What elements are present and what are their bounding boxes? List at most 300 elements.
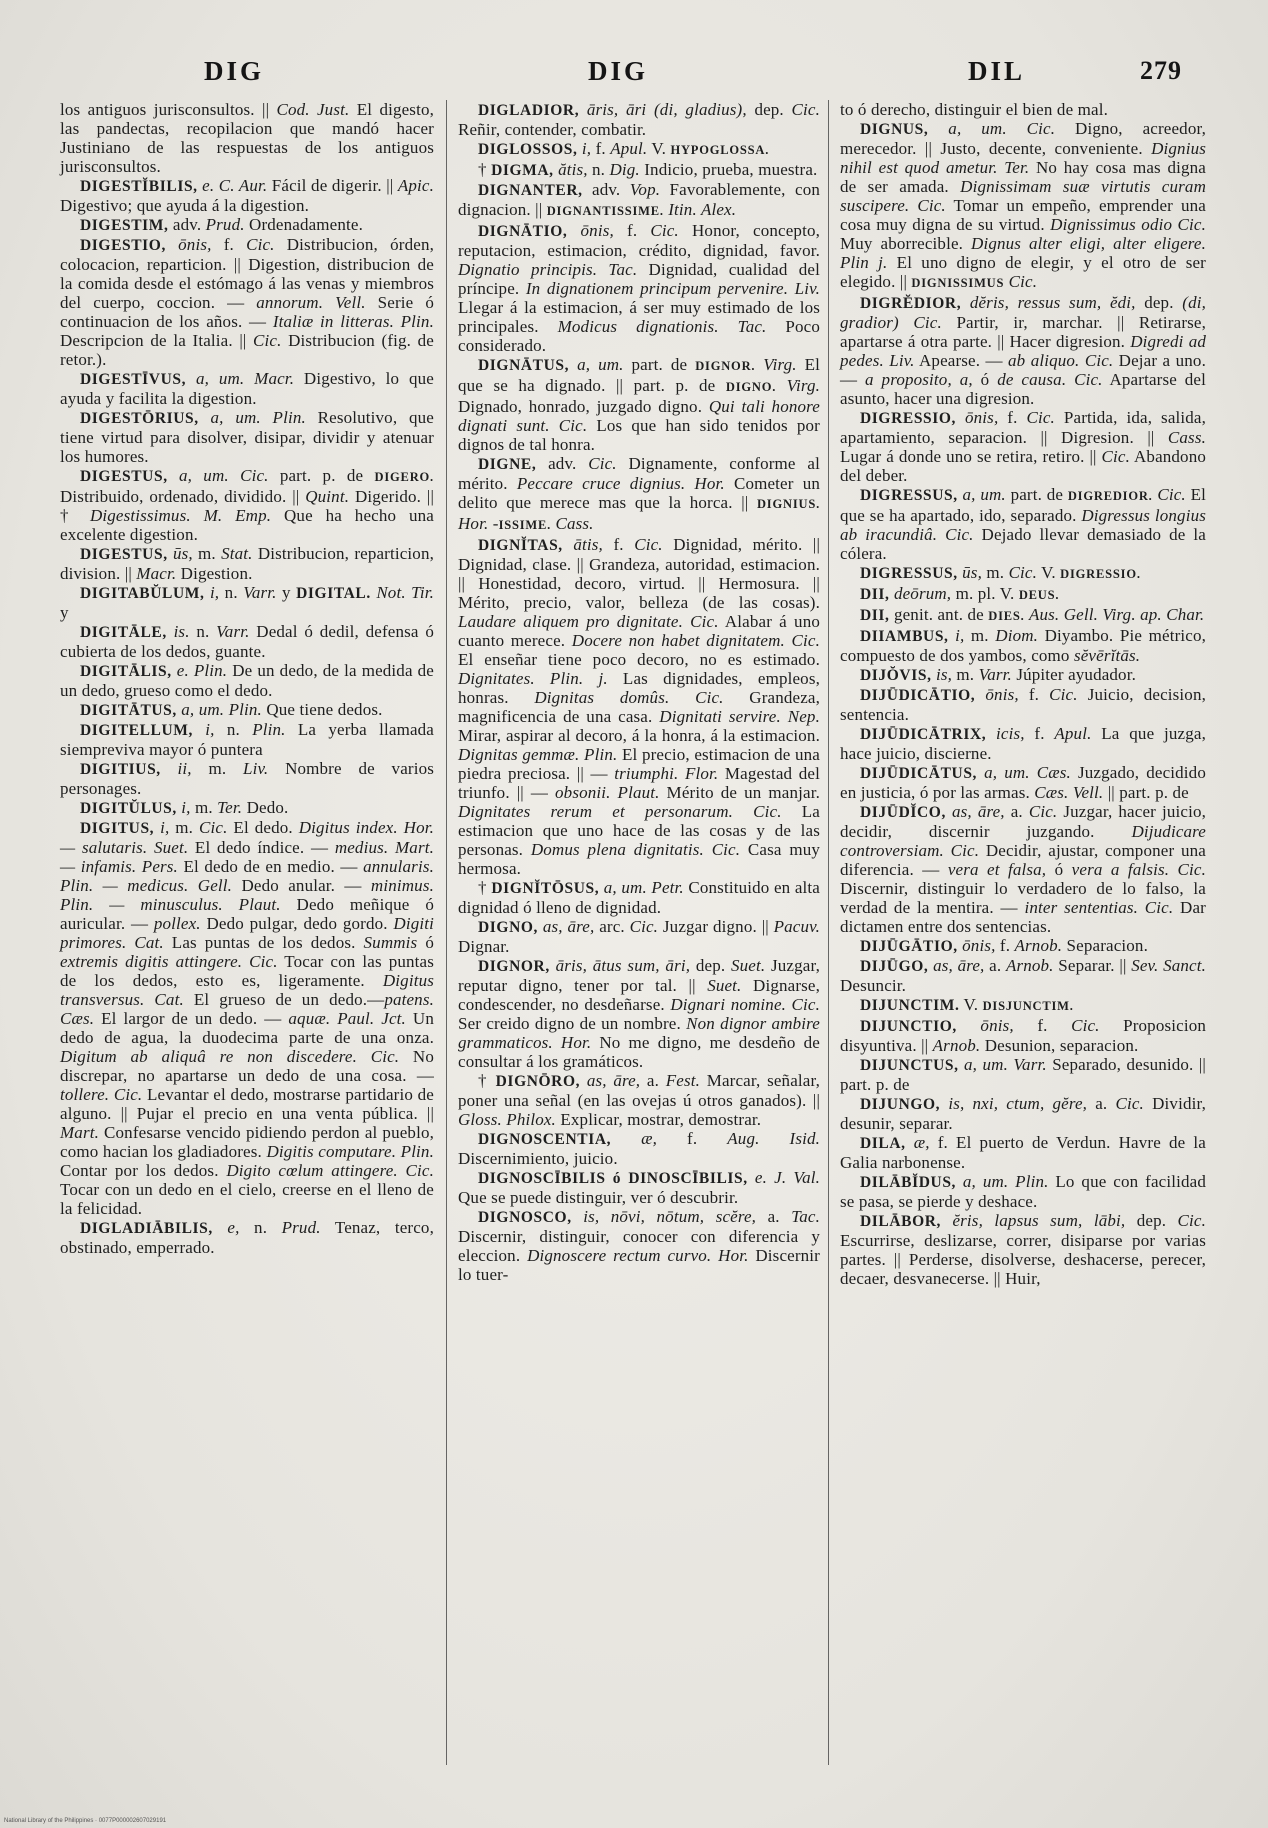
italic-text: Prud. <box>205 215 245 234</box>
italic-text: Virg. <box>763 355 797 374</box>
text-run: Juzgar, reputar digno, tener por tal. || <box>458 956 820 995</box>
italic-text: ōnis, <box>178 235 212 254</box>
dictionary-entry <box>60 466 434 544</box>
scan-credit: National Library of the Philippines · 0077P000002607029191 <box>4 1818 167 1824</box>
italic-text: Fest. <box>665 1071 700 1090</box>
dictionary-entry <box>840 665 1206 685</box>
text-run: adv. <box>168 215 206 234</box>
italic-text: i, <box>205 720 215 739</box>
text-run: a. <box>984 956 1006 975</box>
text-run: Proposicion disyuntiva. || <box>840 1016 1206 1055</box>
text-run: f. <box>1018 685 1050 704</box>
dictionary-entry <box>840 936 1206 956</box>
headword: DIGRESSIO, <box>860 410 957 427</box>
italic-text: de causa. Cic. <box>997 370 1103 389</box>
entry-continuation <box>60 100 434 176</box>
dictionary-entry <box>840 119 1206 293</box>
text-run: Tocar con un dedo en el cielo, creerse en el lleno de la felicidad. <box>60 1180 434 1218</box>
italic-text: Digredi ad pedes. Liv. <box>840 332 1206 370</box>
text-run: Abandono del deber. <box>840 447 1207 485</box>
italic-text: Dignius nihil est quod ametur. Ter. <box>840 139 1206 177</box>
text-run: Dedo. <box>242 798 289 817</box>
italic-text: Summis <box>363 933 418 952</box>
dictionary-entry <box>840 1055 1206 1094</box>
cross-reference: DIGNO. <box>725 380 777 394</box>
headword: DIGESTUS, <box>80 546 168 563</box>
headword: DIJŪDICĀTIO, <box>860 687 976 704</box>
italic-text: Prud. <box>281 1218 321 1237</box>
text-run <box>928 119 948 138</box>
headword: DIGITUS, <box>80 820 155 837</box>
cross-reference: DIGRESSIO. <box>1060 567 1141 581</box>
dictionary-entry <box>458 100 820 139</box>
headword: DIGNOSCO, <box>478 1209 572 1226</box>
italic-text: tollere. Cic. <box>60 1085 143 1104</box>
italic-text: a proposito, a, <box>865 370 973 389</box>
italic-text: ii, <box>177 759 192 778</box>
italic-text: Cic. <box>1157 485 1186 504</box>
text-run <box>166 235 178 254</box>
text-run: Honor, concepto, reputacion, estimacion, crédito, dignidad, favor. <box>458 221 820 260</box>
text-run <box>956 408 965 427</box>
italic-text: Apic. <box>397 176 434 195</box>
italic-text: a, um. <box>577 355 624 374</box>
text-run: Distribucion, reparticion, division. || <box>60 544 435 583</box>
headword: DIJŎVIS, <box>860 667 932 684</box>
italic-text: i, <box>581 139 592 158</box>
headword: DIJUNCTIO, <box>860 1018 957 1035</box>
italic-text: is. <box>173 622 190 641</box>
text-run: n. <box>214 720 253 739</box>
italic-text: Digressus longius ab iracundiâ. Cic. <box>840 506 1206 544</box>
dictionary-entry <box>840 408 1206 485</box>
text-run: Juzgar digno. || <box>658 917 774 936</box>
italic-text: a, um. Plin. <box>962 1172 1049 1191</box>
text-run: Resolutivo, que tiene virtud para disolver, disipar, dividir y atenuar los humores. <box>60 408 434 466</box>
text-run: Constituido en alta dignidad ó lleno de dignidad. <box>458 878 820 917</box>
italic-text: Dignus alter eligi, alter eligere. Plin j. <box>840 234 1206 272</box>
text-run: Dignidad, mérito. || Dignidad, clase. || Grandeza, autoridad, estimacion. || Honestidad, decoro, virtud. || Hermosura. || Mérito, precio, valor, belleza (de las cosas). <box>458 535 820 612</box>
dictionary-entry <box>60 798 434 818</box>
headword: DIIAMBUS, <box>860 628 949 645</box>
italic-text: e. C. Aur. <box>202 176 268 195</box>
italic-text: ōnis, <box>980 1016 1014 1035</box>
text-run: m. <box>169 818 200 837</box>
italic-text: Apul. <box>610 139 648 158</box>
text-run: Marcar, señalar, poner una señal (en las ovejas ú otros ganados). || <box>458 1071 820 1110</box>
text-run: El largor de un dedo. — <box>94 1009 289 1028</box>
italic-text: Dignitas domûs. Cic. <box>534 688 724 707</box>
text-run: n. <box>189 622 217 641</box>
text-run: Juzgado, decidido en justicia, ó por las armas. <box>840 763 1206 802</box>
italic-text: Digitus transversus. Cat. <box>60 971 434 1009</box>
dictionary-entry <box>60 818 434 1218</box>
text-run: Que tiene dedos. <box>261 700 383 719</box>
text-run: Dignado, honrado, juzgado digno. <box>458 397 709 416</box>
text-run: V. <box>647 139 671 158</box>
headword: DIGLOSSOS, <box>478 141 578 158</box>
text-run: f. El puerto de Verdun. Havre de la Galia narbonense. <box>840 1133 1207 1172</box>
headword: DIGRESSUS, <box>860 565 958 582</box>
running-head-right: DIL <box>968 56 1026 86</box>
running-head-center: DIG <box>588 56 649 86</box>
text-run: f. <box>602 535 635 554</box>
text-run <box>748 1168 755 1187</box>
italic-text: sĕvērĭtās. <box>1073 646 1141 665</box>
italic-text: Ter. <box>217 798 243 817</box>
dictionary-entry <box>840 1133 1206 1172</box>
dictionary-entry <box>840 563 1206 584</box>
italic-text: Liv. <box>243 759 269 778</box>
text-run: Separar. || <box>1053 956 1132 975</box>
text-run: n. <box>587 160 610 179</box>
text-run: genit. ant. de <box>889 605 989 624</box>
text-run <box>956 1172 963 1191</box>
text-run: Distribuido, ordenado, dividido. || <box>60 487 306 506</box>
text-run: Poco considerado. <box>458 317 821 355</box>
italic-text: e. J. Val. <box>754 1168 820 1187</box>
text-run: to ó derecho, distinguir el bien de mal. <box>840 100 1109 119</box>
italic-text: Digito cœlum attingere. Cic. <box>226 1161 434 1180</box>
italic-text: Cic. <box>588 454 617 473</box>
text-run <box>167 622 174 641</box>
text-run: El que se ha apartado, ido, separado. <box>840 485 1207 525</box>
italic-text: i, <box>955 626 965 645</box>
italic-text: Suet. <box>730 956 766 975</box>
headword: DIGNUS, <box>860 121 929 138</box>
italic-text: a, um. Cæs. <box>984 763 1071 782</box>
cross-reference: ISSIME. <box>498 518 552 532</box>
dictionary-entry <box>458 1207 820 1284</box>
text-run: Nombre de varios personages. <box>60 759 434 798</box>
italic-text: Cod. Just. <box>276 100 350 119</box>
text-run <box>168 466 179 485</box>
column-divider <box>828 100 829 1765</box>
text-run: n. <box>219 583 244 602</box>
text-run: Dividir, desunir, separar. <box>840 1094 1207 1133</box>
text-run: El uno digno de elegir, y el otro de ser elegido. || <box>840 253 1206 291</box>
italic-text: Dignissimam suæ virtutis curam suscipere. Cic. <box>840 177 1206 215</box>
italic-text: as, āre, <box>933 956 985 975</box>
text-run: Tenaz, terco, obstinado, emperrado. <box>60 1218 434 1257</box>
italic-text: is, nōvi, nōtum, scĕre, <box>583 1207 757 1226</box>
dictionary-entry <box>60 544 434 583</box>
dictionary-entry <box>840 584 1206 605</box>
text-run: Dedal ó dedil, defensa ó cubierta de los dedos, guante. <box>60 622 434 661</box>
text-run: m. <box>191 759 243 778</box>
dictionary-entry <box>60 235 434 369</box>
text-run: Dejar a uno. — <box>840 351 1206 389</box>
italic-text: extremis digitis attingere. Cic. <box>60 952 278 971</box>
italic-text: Domus plena dignitatis. Cic. <box>530 840 741 859</box>
headword: DILĀBĬDUS, <box>860 1174 957 1191</box>
dictionary-entry <box>458 956 820 1071</box>
text-run: ó <box>417 933 434 952</box>
text-run: adv. <box>536 454 589 473</box>
dictionary-entry <box>840 685 1206 724</box>
italic-text: Cic. <box>1008 272 1038 291</box>
dictionary-entry <box>60 622 434 661</box>
headword: DIJUNCTUS, <box>860 1057 959 1074</box>
italic-text: Cic. <box>791 100 820 119</box>
italic-text: a, um. Macr. <box>195 369 295 388</box>
headword: DILA, <box>860 1135 906 1152</box>
italic-text: e. Plin. <box>176 661 228 680</box>
italic-text: Apul. <box>1054 724 1092 743</box>
headword: DIJŪDĬCO, <box>860 804 946 821</box>
dictionary-entry <box>840 1016 1206 1055</box>
text-run <box>957 1016 981 1035</box>
dictionary-entry <box>60 215 434 235</box>
italic-text: Itin. Alex. <box>668 200 737 219</box>
cross-reference: DIES. <box>988 609 1025 623</box>
text-run <box>569 355 577 374</box>
dictionary-entry <box>60 661 434 700</box>
headword: DIGMA, <box>491 162 554 179</box>
text-run: Apearse. — <box>914 351 1009 370</box>
text-run: Juzgar, hacer juicio, decidir, discernir juzgando. <box>840 802 1206 841</box>
dictionary-entry <box>60 369 434 408</box>
italic-text: ātis, <box>573 535 603 554</box>
text-run <box>193 720 205 739</box>
text-run: Digno, acreedor, merecedor. || Justo, decente, conveniente. <box>840 119 1207 158</box>
dictionary-entry <box>60 176 434 215</box>
text-run: Júpiter ayudador. <box>1011 665 1136 684</box>
italic-text: Mart. <box>60 1123 99 1142</box>
text-run: f. <box>1013 1016 1072 1035</box>
italic-text: Cic. <box>1008 563 1038 582</box>
entry-continuation <box>840 100 1206 119</box>
italic-text: Tac. <box>791 1207 820 1226</box>
dictionary-entry <box>60 720 434 759</box>
text-run: Ser creido digno de un nombre. <box>458 1014 687 1033</box>
text-run <box>572 1207 584 1226</box>
headword: DIGITABŬLUM, <box>80 585 205 602</box>
italic-text: is, <box>935 665 953 684</box>
dictionary-entry <box>840 1172 1206 1211</box>
italic-text: aquæ. Paul. Jct. <box>288 1009 406 1028</box>
headword: DIJŪGO, <box>860 958 929 975</box>
headword: DII, <box>860 586 890 603</box>
text-run: m. <box>964 626 996 645</box>
text-run: Indicio, prueba, muestra. <box>639 160 818 179</box>
text-run: part. de <box>1005 485 1068 504</box>
italic-text: Arnob. <box>932 1036 981 1055</box>
italic-text: Gloss. Philox. <box>458 1110 556 1129</box>
text-run: No me digno, me desdeño de consultar á los gramáticos. <box>458 1033 820 1071</box>
italic-text: Non dignor ambire grammaticos. Hor. <box>458 1014 820 1052</box>
text-run: El dedo de en medio. — <box>177 857 364 876</box>
text-run: Explicar, mostrar, demostrar. <box>555 1110 762 1129</box>
italic-text: Cic. <box>1071 1016 1100 1035</box>
text-run: Casa muy hermosa. <box>458 840 820 878</box>
cross-reference: DIGNIUS. <box>756 497 820 511</box>
text-run: Muy aborrecible. <box>840 234 972 253</box>
text-run: Dignarse, condescender, no desdeñarse. <box>458 976 820 1014</box>
text-run: Dar dictamen entre dos sentencias. <box>840 898 1206 936</box>
italic-text: Cic. <box>246 235 275 254</box>
text-run: El que se ha dignado. || part. p. de <box>458 355 821 395</box>
italic-text: Digiti primores. Cat. <box>60 914 434 952</box>
italic-text: Stat. <box>221 544 253 563</box>
text-run: f. <box>613 221 651 240</box>
text-run: Fácil de digerir. || <box>267 176 398 195</box>
text-run: No hay cosa mas digna de ser amada. <box>840 158 1206 196</box>
italic-text: Dignissimus odio Cic. <box>1050 215 1206 234</box>
text-run: a. <box>1087 1094 1116 1113</box>
italic-text: Cic. <box>1101 447 1130 466</box>
dictionary-entry <box>458 1168 820 1207</box>
italic-text: Cic. <box>1177 1211 1207 1230</box>
headword: DIGITĀLIS, <box>80 663 172 680</box>
italic-text: Arnob. <box>1014 936 1063 955</box>
italic-text: a, um. Petr. <box>603 878 684 897</box>
dictionary-entry <box>458 160 820 180</box>
text-run: f. <box>995 936 1015 955</box>
dictionary-entry <box>458 917 820 956</box>
text-run: Partir, ir, marchar. || Retirarse, apartarse á otra parte. || Hacer digresion. <box>840 313 1206 351</box>
italic-text: ōnis, <box>580 221 614 240</box>
headword: DIGITELLUM, <box>80 722 193 739</box>
text-run: part. de <box>623 355 696 374</box>
italic-text: ōnis, <box>962 936 996 955</box>
italic-text: Cic. <box>199 818 228 837</box>
dictionary-entry <box>60 408 434 466</box>
headword: DIGESTĪVUS, <box>80 371 187 388</box>
text-run: Dedo pulgar, dedo gordo. <box>200 914 394 933</box>
italic-text: i, <box>160 818 170 837</box>
italic-text: annorum. Vell. <box>256 293 366 312</box>
text-run: Diyambo. Pie métrico, compuesto de dos yambos, como <box>840 626 1206 665</box>
italic-text: Dignari nomine. Cic. <box>670 995 821 1014</box>
text-run <box>580 1071 587 1090</box>
headword: DILĀBOR, <box>860 1213 942 1230</box>
italic-text: ūs, <box>962 563 982 582</box>
italic-text: Cæs. Vell. <box>1034 783 1104 802</box>
italic-text: ĕris, lapsus sum, lābi, <box>952 1211 1126 1230</box>
text-run: Confesarse vencido pidiendo perdon al pueblo, como hacian los gladiadores. <box>60 1123 434 1161</box>
italic-text: Modicus dignationis. Tac. <box>557 317 767 336</box>
italic-text: Macr. <box>136 564 177 583</box>
headword: DIGNOR, <box>478 958 550 975</box>
text-run: El precio, estimacion de una piedra preciosa. || — <box>458 745 821 783</box>
dictionary-entry <box>840 802 1206 936</box>
headword: DIGESTĬBILIS, <box>80 178 198 195</box>
text-run: Reñir, contender, combatir. <box>458 120 647 139</box>
dictionary-entry <box>60 700 434 720</box>
italic-text: Digitis computare. Plin. <box>266 1142 434 1161</box>
dictionary-entry <box>840 1211 1206 1288</box>
text-run: Partida, ida, salida, apartamiento, separacion. || Digresion. || <box>840 408 1207 447</box>
page-number: 279 <box>1140 56 1182 85</box>
text-run: f. <box>657 1129 728 1148</box>
headword: DIGESTIO, <box>80 237 166 254</box>
italic-text: Not. Tir. <box>376 583 435 602</box>
text-run: Los que han sido tenidos por dignos de tal honra. <box>458 416 820 454</box>
text-run: El grueso de un dedo.— <box>183 990 385 1009</box>
text-run: dep. <box>1135 293 1183 312</box>
text-run <box>611 1129 641 1148</box>
italic-text: Cic. <box>1049 685 1078 704</box>
text-run: y <box>276 583 297 602</box>
italic-text: Aus. Gell. Virg. ap. Char. <box>1028 605 1205 624</box>
italic-text: e, <box>227 1218 240 1237</box>
italic-text: (di, gradior) Cic. <box>840 293 1206 332</box>
text-run: Tocar con las puntas de los dedos, esto es, ligeramente. <box>60 952 434 990</box>
text-run <box>161 759 178 778</box>
text-run <box>186 369 196 388</box>
headword: DIGITĀLE, <box>80 624 167 641</box>
headword: DIGLADIOR, <box>478 102 580 119</box>
dictionary-entry <box>458 139 820 160</box>
text-run: Grandeza, magnificencia de una casa. <box>458 688 820 726</box>
text-run: Las puntas de los dedos. <box>163 933 364 952</box>
text-run: m. <box>952 665 979 684</box>
text-run: n. <box>239 1218 282 1237</box>
text-run: Favorablemente, con dignacion. || <box>458 180 820 219</box>
italic-text: Diom. <box>995 626 1039 645</box>
text-run: m. <box>192 544 222 563</box>
cross-reference: DEUS. <box>1018 588 1060 602</box>
dictionary-entry <box>458 878 820 917</box>
text-run: † <box>478 878 492 897</box>
headword: DIJŪDICĀTRIX, <box>860 726 987 743</box>
italic-text: āris, ātus sum, āri, <box>555 956 691 975</box>
headword: DIGNĬTAS, <box>478 537 563 554</box>
italic-text: ōnis, <box>965 408 999 427</box>
text-run: ó <box>972 370 998 389</box>
italic-text: inter sententias. Cic. <box>1024 898 1174 917</box>
text-run: Distribucion, órden, colocacion, reparticion. || Digestion, distribucion de la comida desde el estómago á las venas y miembros del cuerpo, coccion. — <box>60 235 434 312</box>
italic-text: Cic. <box>253 331 282 350</box>
headword: DIGNĀTUS, <box>478 357 570 374</box>
text-run: los antiguos jurisconsultos. || <box>60 100 277 119</box>
cross-reference: DIGNANTISSIME. <box>546 204 664 218</box>
headword: DIGITĀTUS, <box>80 702 177 719</box>
text-run: Digestivo, lo que ayuda y facilita la digestion. <box>60 369 434 408</box>
italic-text: icis, <box>996 724 1025 743</box>
text-run: Un dedo de agua, la duodecima parte de una onza. <box>60 1009 435 1047</box>
italic-text: Dignitates rerum et personarum. Cic. <box>458 802 782 821</box>
text-run: Discernimiento, juicio. <box>458 1149 618 1168</box>
text-run: m. <box>981 563 1009 582</box>
italic-text: a, um. Cic. <box>178 466 269 485</box>
italic-text: i, <box>181 798 191 817</box>
text-run <box>563 535 574 554</box>
text-run <box>961 293 970 312</box>
text-run: La yerba llamada siempreviva mayor ó puntera <box>60 720 434 759</box>
text-run: Serie ó continuacion de los años. — <box>60 293 434 331</box>
text-column-right <box>840 100 1206 1288</box>
text-run: V. <box>959 995 983 1014</box>
text-run: El enseñar tiene poco decoro, no es estimado. <box>458 650 820 669</box>
text-run: Que ha hecho una excelente digestion. <box>60 506 434 544</box>
text-run: m. pl. V. <box>951 584 1019 603</box>
text-run: La que juzga, hace juicio, discierne. <box>840 724 1206 763</box>
italic-text: obsonii. Plaut. <box>555 783 660 802</box>
italic-text: Dig. <box>609 160 640 179</box>
text-run <box>199 408 211 427</box>
italic-text: ōnis, <box>985 685 1019 704</box>
dictionary-entry <box>458 454 820 535</box>
text-run: Que se puede distinguir, ver ó descubrir. <box>458 1188 739 1207</box>
text-run: Escurrirse, deslizarse, correr, disiparse por varias partes. || Perderse, disolverse, deshacerse, perecer, decaer, desvanecerse. || Huir, <box>840 1231 1206 1288</box>
dictionary-entry <box>840 1094 1206 1133</box>
text-run: Ordenadamente. <box>244 215 363 234</box>
italic-text: annularis. Plin. — medicus. Gell. <box>60 857 434 895</box>
text-run: Apartarse del asunto, hacer una digresion. <box>840 370 1206 408</box>
text-run: ó <box>1046 860 1072 879</box>
